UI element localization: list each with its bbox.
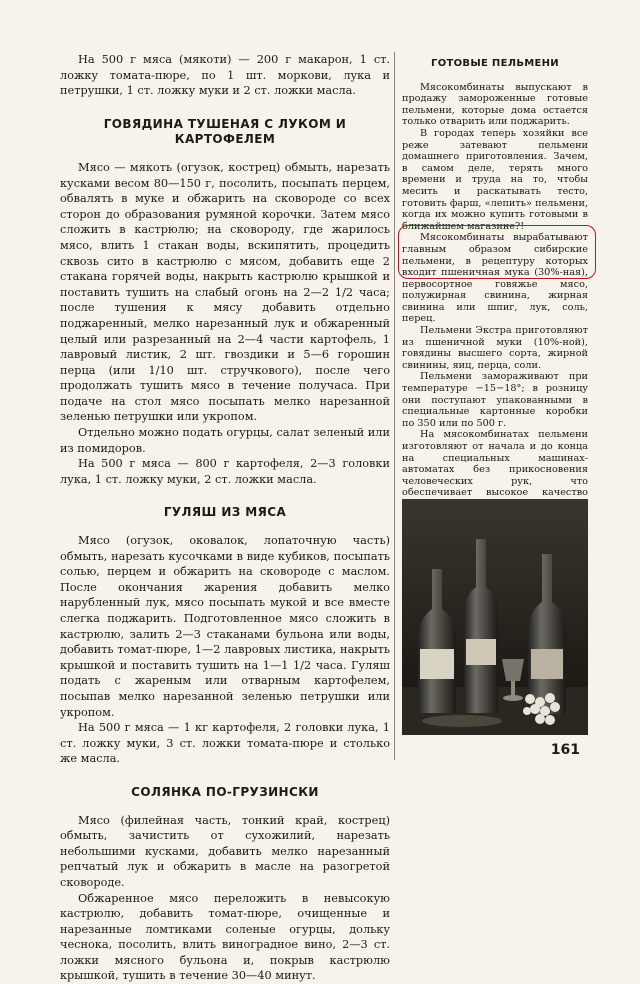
dumplings-p5: Пельмени замораживают при температуре −15−18°; в розницу они поступают упакованными в специальные картонные коробки по 350 или по 500 г. (402, 371, 588, 429)
solyanka-method: Обжаренное мясо переложить в невысокую кастрюлю, добавить томат-пюре, очищенные и нарезанные ломтиками соленые огурцы, дольку чеснока, посолить, влить виноградное вино, 2—3 ст. ложки мясного бульона и, покрыв кастрюлю крышкой, тушить в течение 30—40 минут. (60, 891, 390, 984)
beef-stew-serving: Отдельно можно подать огурцы, салат зеленый или из помидоров. (60, 425, 390, 456)
solyanka-title: СОЛЯНКА ПО-ГРУЗИНСКИ (60, 785, 390, 801)
dumplings-p1: Мясокомбинаты выпускают в продажу замороженные готовые пельмени, которые дома остается только отварить или поджарить. (402, 82, 588, 128)
solyanka-prep: Мясо (филейная часть, тонкий край, кострец) обмыть, зачистить от сухожилий, нарезать небольшими кусками, добавить мелко нарезанный репчатый лук и обжарить в масле на разогретой сковороде. (60, 813, 390, 891)
goulash-method: Мясо (огузок, оковалок, лопаточную часть) обмыть, нарезать кусочками в виде кубиков, посыпать солью, перцем и обжарить на сковороде с маслом. После окончания жарения добавить мелко нарубленный лук, мясо посыпать мукой и все вместе слегка поджарить. Подготовленное мясо сложить в кастрюлю, залить 2—3 стаканами бульона или воды, добавить томат-пюре, 1—2 лавровых листика, накрыть крышкой и поставить тушить на 1—1 1/2 часа. Гуляш подать с жареным или отварным картофелем, посыпав мелко нарезанной зеленью петрушки или укропом. (60, 533, 390, 720)
bottles-illustration (402, 499, 588, 735)
goulash-title: ГУЛЯШ ИЗ МЯСА (60, 505, 390, 521)
dumplings-p4: Пельмени Экстра приготовляют из пшеничной муки (10%-ной), говядины высшего сорта, жирной свинины, яиц, перца, соли. (402, 325, 588, 371)
bottles-photo (402, 499, 588, 735)
beef-stew-method: Мясо — мякоть (огузок, кострец) обмыть, нарезать кусками весом 80—150 г, посолить, посыпать перцем, обвалять в муке и обжарить на сковороде со всех сторон до образования румяной корочки. Затем мясо сложить в кастрюлю; на сковороду, где жарилось мясо, влить 1 стакан воды, вскипятить, процедить сквозь сито в кастрюлю с мясом, добавить еще 2 стакана горячей воды, накрыть кастрюлю крышкой и поставить тушить на слабый огонь на 2—2 1/2 часа; после тушения к мясу добавить отдельно поджаренный, мелко нарезанный лук и обжаренный целый или разрезанный на 2—4 части картофель, 1 лавровый листик, 2 шт. гвоздики и 5—6 горошин перца (или 1/10 шт. стручкового), после чего продолжать тушить мясо в течение получаса. При подаче на стол мясо посыпать мелко нарезанной зеленью петрушки или укропом. (60, 160, 390, 425)
intro-paragraph: На 500 г мяса (мякоти) — 200 г макарон, 1 ст. ложку томата-пюре, по 1 шт. моркови, лука и петрушки, 1 ст. ложку муки и 2 ст. ложки масла. (60, 52, 390, 99)
dumplings-title: ГОТОВЫЕ ПЕЛЬМЕНИ (402, 58, 588, 70)
beef-stew-title: ГОВЯДИНА ТУШЕНАЯ С ЛУКОМ И КАРТОФЕЛЕМ (60, 117, 390, 148)
dumplings-p2: В городах теперь хозяйки все реже затевают пельмени домашнего приготовления. Зачем, в самом деле, терять много времени и труда на то, чтобы месить и раскатывать тесто, готовить фарш, «лепить» пельмени, когда их можно купить готовыми в ближайшем магазине?! (402, 128, 588, 232)
beef-stew-ingredients: На 500 г мяса — 800 г картофеля, 2—3 головки лука, 1 ст. ложку муки, 2 ст. ложки масла. (60, 456, 390, 487)
recipes-column (60, 52, 390, 760)
goulash-ingredients: На 500 г мяса — 1 кг картофеля, 2 головки лука, 1 ст. ложку муки, 3 ст. ложки томата-пюре и столько же масла. (60, 720, 390, 767)
dumplings-p3: Мясокомбинаты вырабатывают главным образом сибирские пельмени, в рецептуру которых входит пшеничная мука (30%-ная), первосортное говяжье мясо, полужирная свинина, жирная свинина или шпиг, лук, соль, перец. (402, 232, 588, 325)
red-hand-circle-annotation (398, 225, 596, 279)
dumplings-p6: На мясокомбинатах пельмени изготовляют от начала и до конца на специальных машинах-автоматах без прикосновения человеческих рук, что обеспечивает высокое качество (402, 429, 588, 522)
page-number: 161 (551, 742, 580, 758)
